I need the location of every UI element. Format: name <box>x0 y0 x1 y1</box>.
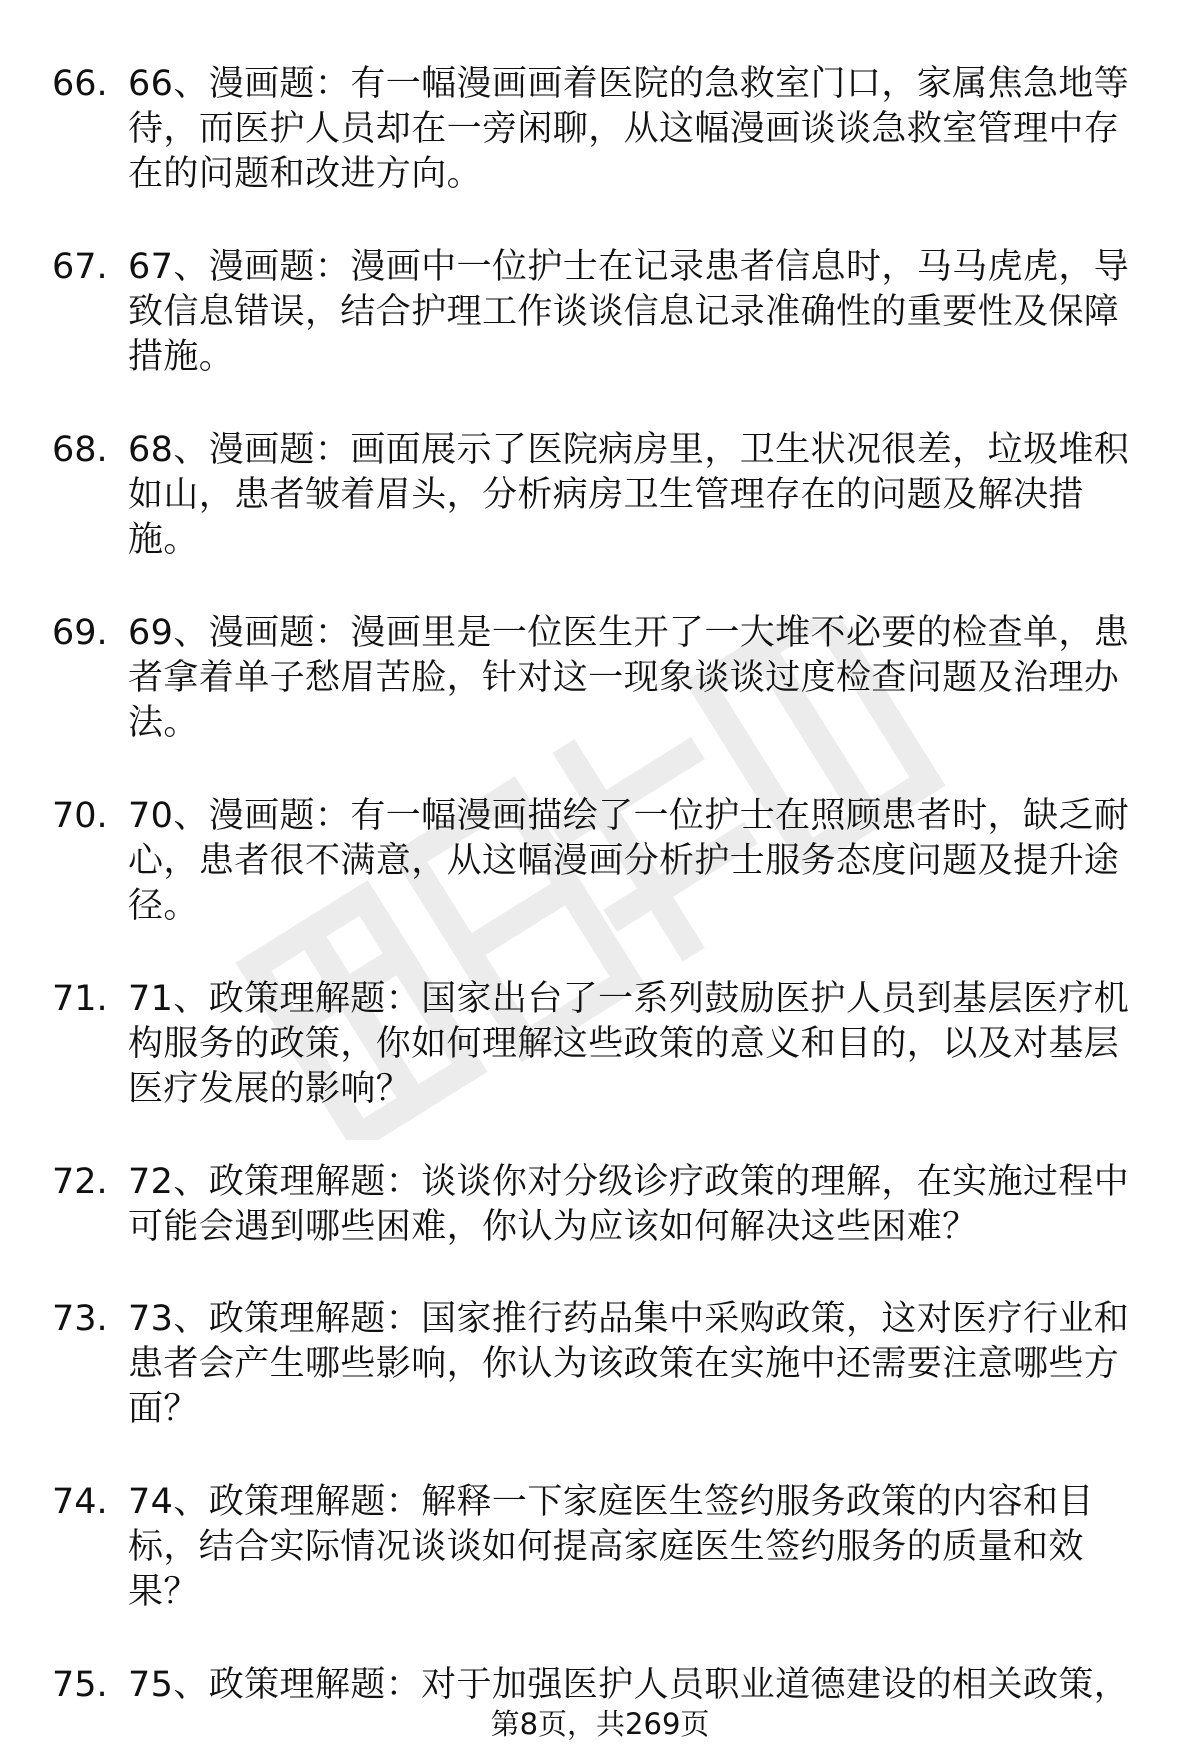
question-text: 68、漫画题：画面展示了医院病房里，卫生状况很差，垃圾堆积如山，患者皱着眉头，分析病房卫生管理存在的问题及解决措施。 <box>128 430 1130 560</box>
list-item <box>0 611 1200 794</box>
question-text: 73、政策理解题：国家推行药品集中采购政策，这对医疗行业和患者会产生哪些影响，你认为该政策在实施中还需要注意哪些方面？ <box>128 1299 1130 1429</box>
page-footer: 第8页，共269页 <box>490 1707 710 1741</box>
question-number: 72. <box>52 1162 108 1202</box>
question-number: 71. <box>52 979 108 1019</box>
question-text: 66、漫画题：有一幅漫画画着医院的急救室门口，家属焦急地等待，而医护人员却在一旁闲聊，从这幅漫画谈谈急救室管理中存在的问题和改进方向。 <box>128 64 1130 194</box>
question-list <box>0 62 1200 1713</box>
question-text: 67、漫画题：漫画中一位护士在记录患者信息时，马马虎虎，导致信息错误，结合护理工作谈谈信息记录准确性的重要性及保障措施。 <box>128 247 1130 377</box>
question-number: 67. <box>52 247 108 287</box>
list-item <box>0 1480 1200 1663</box>
list-item <box>0 245 1200 428</box>
question-number: 66. <box>52 64 108 104</box>
list-item <box>0 62 1200 245</box>
question-number: 69. <box>52 613 108 653</box>
question-number: 74. <box>52 1482 108 1522</box>
list-item <box>0 428 1200 611</box>
question-text: 71、政策理解题：国家出台了一系列鼓励医护人员到基层医疗机构服务的政策，你如何理解这些政策的意义和目的，以及对基层医疗发展的影响？ <box>128 979 1130 1109</box>
question-number: 75. <box>52 1665 108 1705</box>
list-item <box>0 1297 1200 1480</box>
question-text: 69、漫画题：漫画里是一位医生开了一大堆不必要的检查单，患者拿着单子愁眉苦脸，针对这一现象谈谈过度检查问题及治理办法。 <box>128 613 1130 743</box>
question-number: 68. <box>52 430 108 470</box>
list-item <box>0 794 1200 977</box>
question-text: 70、漫画题：有一幅漫画描绘了一位护士在照顾患者时，缺乏耐心，患者很不满意，从这幅漫画分析护士服务态度问题及提升途径。 <box>128 796 1130 926</box>
question-text: 72、政策理解题：谈谈你对分级诊疗政策的理解，在实施过程中可能会遇到哪些困难，你认为应该如何解决这些困难？ <box>128 1162 1130 1247</box>
list-item <box>0 1160 1200 1297</box>
question-number: 73. <box>52 1299 108 1339</box>
list-item <box>0 977 1200 1160</box>
question-text: 74、政策理解题：解释一下家庭医生签约服务政策的内容和目标，结合实际情况谈谈如何提高家庭医生签约服务的质量和效果？ <box>128 1482 1094 1612</box>
question-number: 70. <box>52 796 108 836</box>
question-text: 75、政策理解题：对于加强医护人员职业道德建设的相关政策， <box>128 1665 1130 1705</box>
